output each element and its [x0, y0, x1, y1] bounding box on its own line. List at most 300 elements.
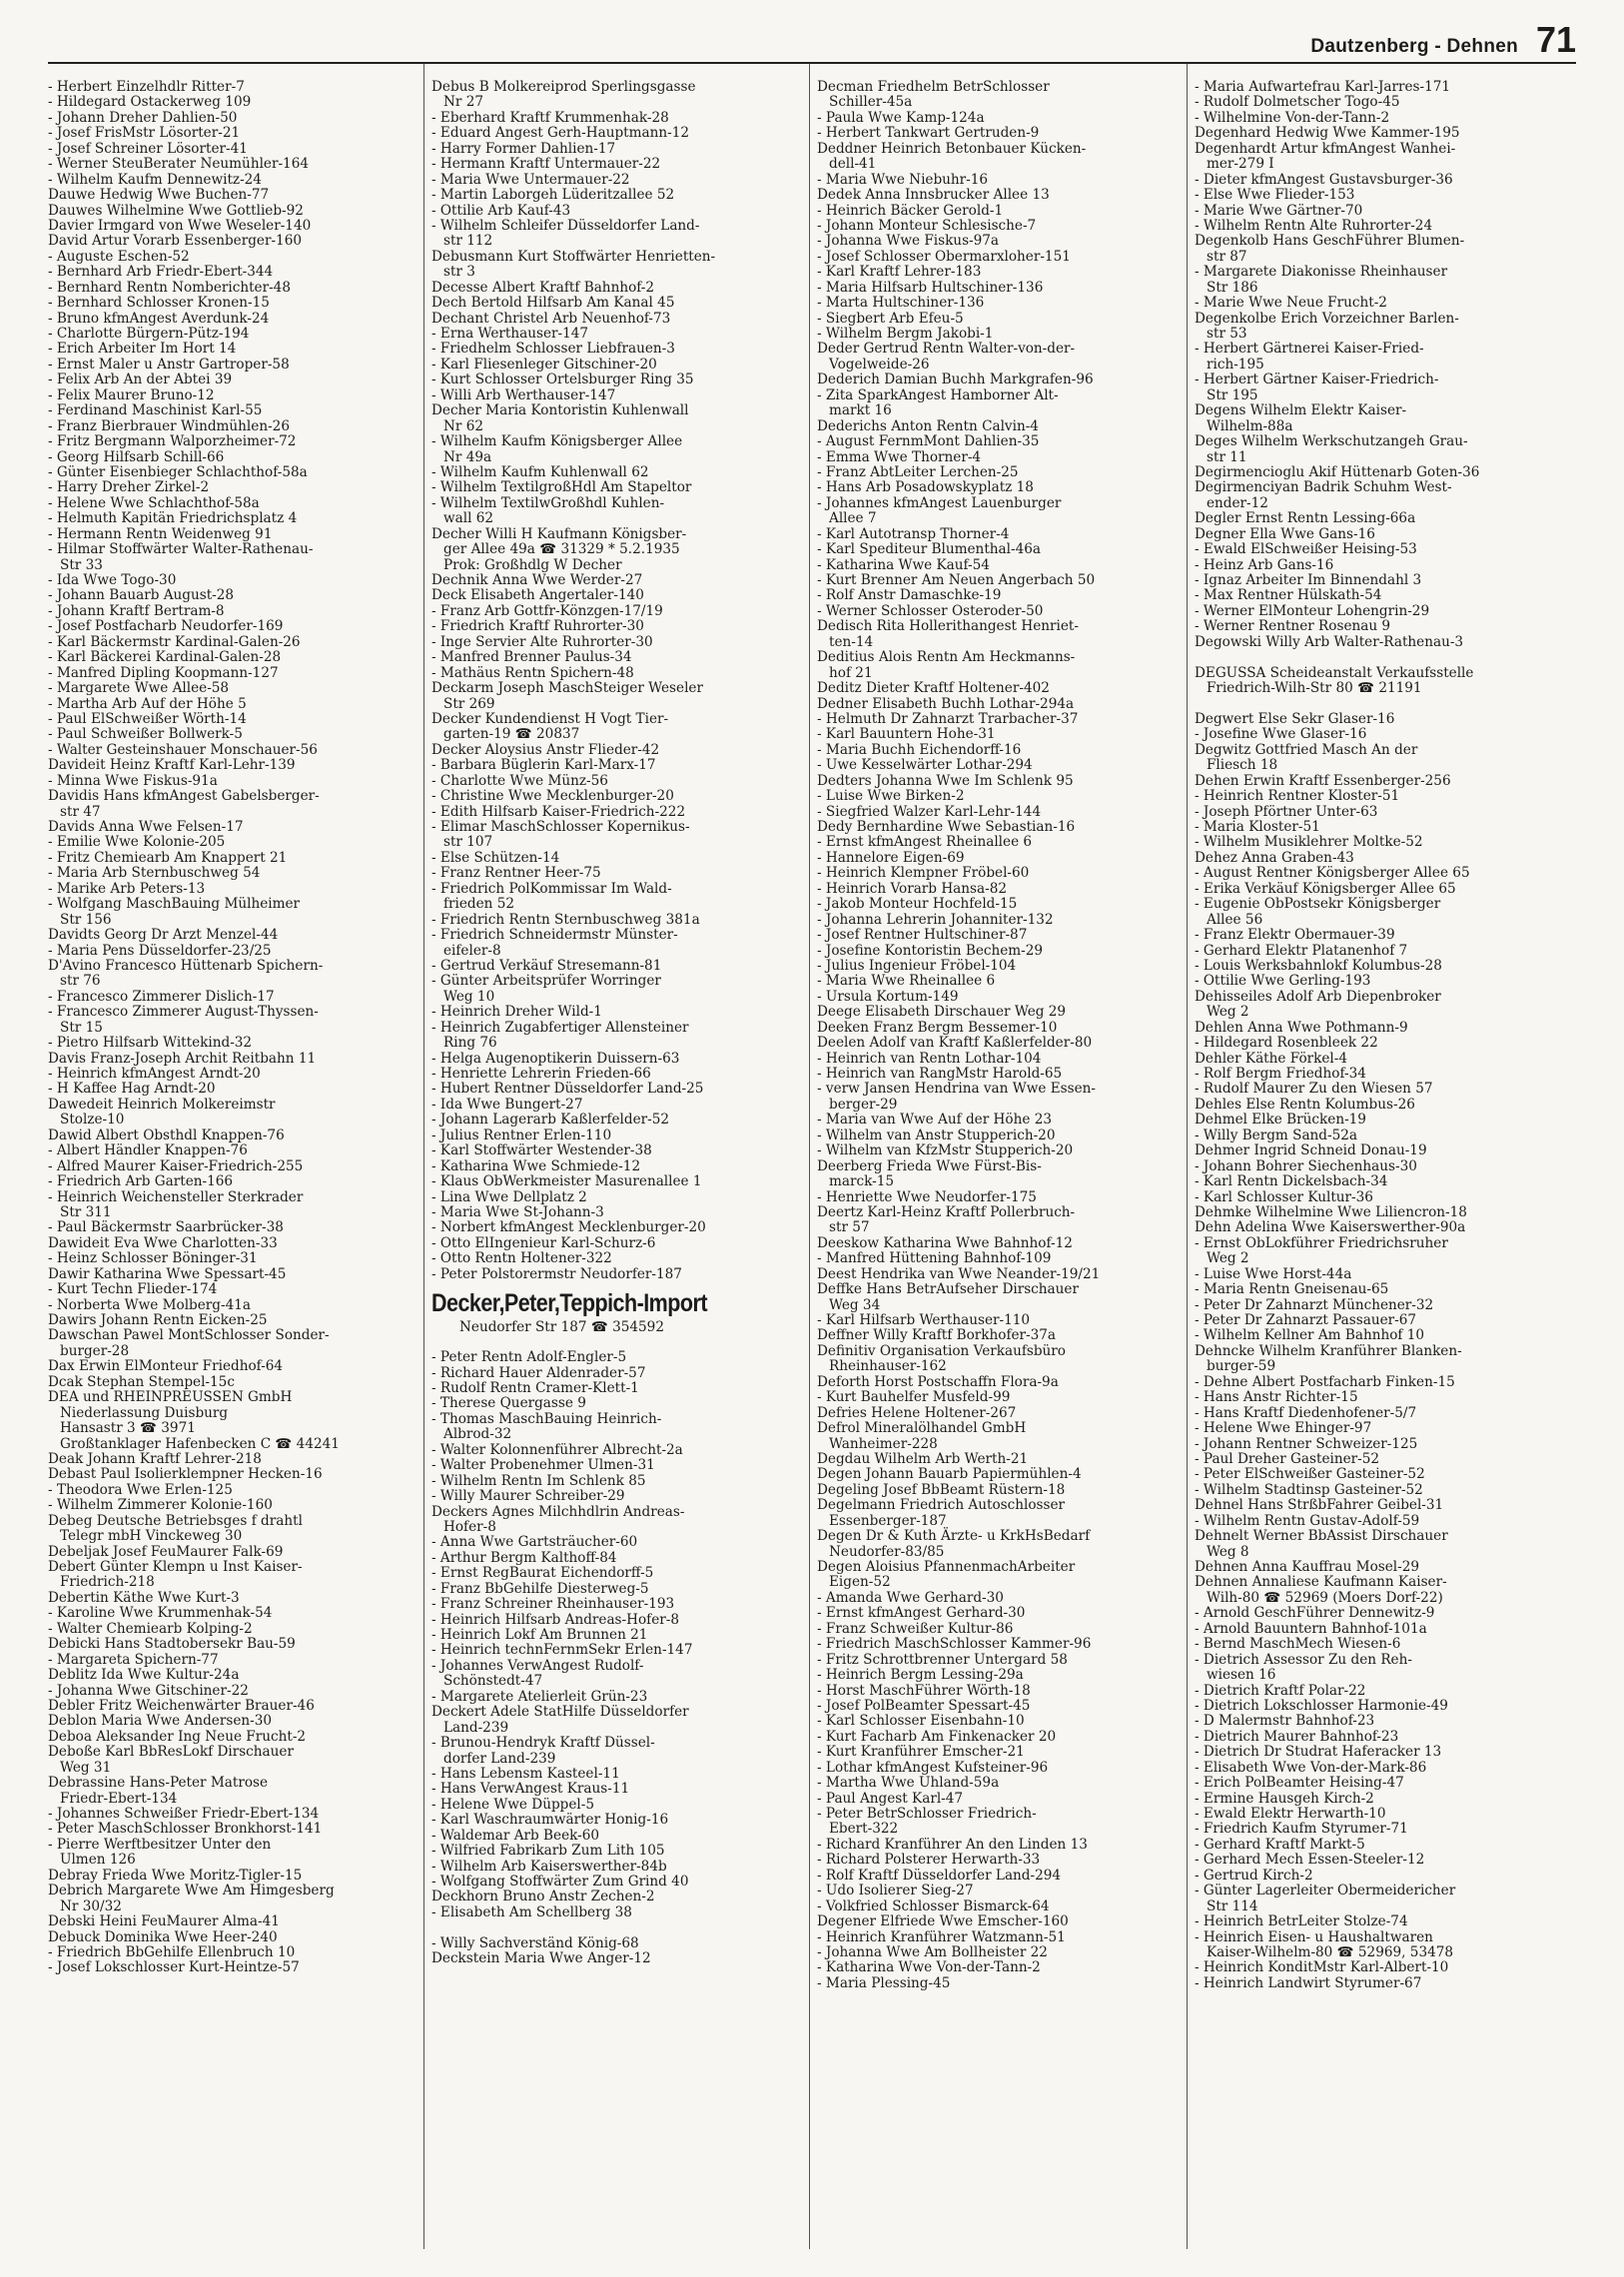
directory-entry: Dederich Damian Buchh Markgrafen-96	[817, 372, 1094, 388]
directory-entry: - Heinrich Landwirt Styrumer-67	[1195, 1974, 1422, 1991]
entry-continuation: garten-19 ☎ 20837	[443, 726, 580, 743]
directory-entry: - Rolf Bergm Friedhof-34	[1195, 1066, 1366, 1082]
directory-entry: - Siegbert Arb Efeu-5	[817, 310, 964, 327]
directory-entry: - Ernst ObLokführer Friedrichsruher	[1195, 1234, 1448, 1251]
directory-entry: - Pierre Werftbesitzer Unter den	[48, 1836, 272, 1853]
directory-entry: - H Kaffee Hag Arndt-20	[48, 1081, 216, 1098]
directory-entry: Degner Ella Wwe Gans-16	[1195, 525, 1375, 542]
directory-entry: Decher Willi H Kaufmann Königsber-	[431, 525, 687, 542]
directory-entry: Degenkolbe Erich Vorzeichner Barlen-	[1195, 310, 1459, 327]
directory-entry: - Karl Schlosser Eisenbahn-10	[817, 1713, 1025, 1730]
directory-entry: - Hermann Kraftf Untermauer-22	[431, 156, 661, 173]
directory-entry: Debert Günter Klempn u Inst Kaiser-	[48, 1559, 303, 1575]
directory-entry: - Else Wwe Flieder-153	[1195, 187, 1355, 204]
directory-entry: - Hans VerwAngest Kraus-11	[431, 1781, 630, 1798]
directory-entry: - Maria Hilfsarb Hultschiner-136	[817, 279, 1044, 296]
directory-entry: - Francesco Zimmerer Dislich-17	[48, 988, 275, 1005]
directory-entry: Dehler Käthe Förkel-4	[1195, 1050, 1347, 1067]
entry-continuation: Friedrich-Wilh-Str 80 ☎ 21191	[1207, 680, 1422, 697]
directory-entry: - Heinrich Lokf Am Brunnen 21	[431, 1627, 648, 1643]
directory-entry: - Friedrich MaschSchlosser Kammer-96	[817, 1636, 1092, 1653]
directory-entry: - Karl Bauuntern Hohe-31	[817, 726, 996, 743]
directory-entry: - Paul ElSchweißer Wörth-14	[48, 710, 247, 727]
directory-entry: Deffke Hans BetrAufseher Dirschauer	[817, 1281, 1079, 1298]
entry-continuation: berger-29	[829, 1096, 898, 1113]
directory-entry: - Ernst kfmAngest Rheinallee 6	[817, 834, 1033, 851]
directory-entry: - Anna Wwe Gartsträucher-60	[431, 1534, 638, 1551]
directory-entry: Defries Helene Holtener-267	[817, 1404, 1017, 1421]
directory-entry: - Paul Dreher Gasteiner-52	[1195, 1450, 1380, 1467]
entry-continuation: Essenberger-187	[829, 1512, 947, 1529]
directory-entry: Deges Wilhelm Werkschutzangeh Grau-	[1195, 433, 1468, 450]
directory-entry: - Maria Plessing-45	[817, 1974, 951, 1991]
directory-entry: - Franz Elektr Obermauer-39	[1195, 927, 1395, 944]
directory-entry: - Wilhelm van KfzMstr Stupperich-20	[817, 1142, 1074, 1159]
directory-column-3	[817, 80, 1189, 1991]
directory-entry: - Luise Wwe Birken-2	[817, 788, 965, 805]
directory-entry: - Manfred Dipling Koopmann-127	[48, 664, 279, 681]
directory-entry: - Peter MaschSchlosser Bronkhorst-141	[48, 1821, 323, 1838]
directory-entry: Degowski Willy Arb Walter-Rathenau-3	[1195, 633, 1464, 650]
directory-entry: - Horst MaschFührer Wörth-18	[817, 1682, 1031, 1699]
directory-entry: - Volkfried Schlosser Bismarck-64	[817, 1898, 1050, 1914]
directory-entry: - Wilhelm Stadtinsp Gasteiner-52	[1195, 1481, 1423, 1498]
directory-entry: - Francesco Zimmerer August-Thyssen-	[48, 1004, 319, 1021]
directory-entry: Deeskow Katharina Wwe Bahnhof-12	[817, 1234, 1073, 1251]
directory-entry: - Heinrich van RangMstr Harold-65	[817, 1066, 1063, 1082]
directory-entry: - Erich PolBeamter Heising-47	[1195, 1775, 1404, 1792]
entry-continuation: Niederlassung Duisburg	[60, 1404, 229, 1421]
page-number: 71	[1535, 19, 1576, 60]
directory-entry: - Katharina Wwe Kauf-54	[817, 556, 990, 573]
directory-entry: - Friedhelm Schlosser Liebfrauen-3	[431, 341, 675, 358]
directory-entry: Defrol Mineralölhandel GmbH	[817, 1420, 1027, 1437]
entry-continuation: ten-14	[829, 633, 874, 650]
directory-entry: - Minna Wwe Fiskus-91a	[48, 772, 218, 789]
directory-entry: - Otto ElIngenieur Karl-Schurz-6	[431, 1234, 656, 1251]
directory-entry: - Friedrich Kaufm Styrumer-71	[1195, 1821, 1408, 1838]
entry-continuation: Großtanklager Hafenbecken C ☎ 44241	[60, 1435, 340, 1452]
directory-entry: Dehn Adelina Wwe Kaiserswerther-90a	[1195, 1219, 1466, 1236]
directory-entry: - Paula Wwe Kamp-124a	[817, 109, 985, 126]
directory-entry: - Bernhard Arb Friedr-Ebert-344	[48, 264, 274, 281]
directory-entry: - Maria Aufwartefrau Karl-Jarres-171	[1195, 80, 1451, 95]
directory-entry: Deak Johann Kraftf Lehrer-218	[48, 1450, 262, 1467]
directory-entry: Dedters Johanna Wwe Im Schlenk 95	[817, 772, 1074, 789]
directory-entry: - Kurt Facharb Am Finkenacker 20	[817, 1728, 1057, 1745]
directory-entry: - Dietrich Dr Studrat Haferacker 13	[1195, 1744, 1442, 1761]
directory-entry: - Karl Hilfsarb Werthauser-110	[817, 1312, 1031, 1328]
directory-entry: - Ida Wwe Bungert-27	[431, 1096, 583, 1113]
directory-entry: Dehnel Hans StrßbFahrer Geibel-31	[1195, 1497, 1444, 1514]
directory-entry: - Karl Autotransp Thorner-4	[817, 525, 1010, 542]
directory-entry: - Therese Quergasse 9	[431, 1395, 586, 1412]
directory-entry: Dehez Anna Graben-43	[1195, 849, 1354, 866]
directory-entry: Debicki Hans Stadtobersekr Bau-59	[48, 1636, 296, 1653]
directory-entry: - Manfred Hüttening Bahnhof-109	[817, 1250, 1052, 1267]
directory-entry: Debrassine Hans-Peter Matrose	[48, 1775, 269, 1792]
entry-continuation: burger-59	[1207, 1358, 1276, 1375]
directory-entry: - Herbert Tankwart Gertruden-9	[817, 125, 1040, 142]
directory-entry: - Heinrich Weichensteller Sterkrader	[48, 1188, 304, 1205]
directory-entry: - Karoline Wwe Krummenhak-54	[48, 1605, 273, 1622]
directory-entry: Decman Friedhelm BetrSchlosser	[817, 80, 1050, 95]
directory-entry: - Willy Maurer Schreiber-29	[431, 1488, 625, 1505]
directory-entry: Dauwe Hedwig Wwe Buchen-77	[48, 187, 270, 204]
entry-continuation: Ring 76	[443, 1035, 497, 1052]
directory-entry: - Felix Arb An der Abtei 39	[48, 372, 233, 388]
directory-entry: - Fritz Schrottbrenner Untergard 58	[817, 1651, 1068, 1668]
directory-entry: - Charlotte Wwe Münz-56	[431, 772, 608, 789]
ad-title: Decker,Peter,Teppich-Import	[431, 1289, 708, 1318]
directory-entry: - Alfred Maurer Kaiser-Friedrich-255	[48, 1157, 304, 1174]
entry-continuation: Ebert-322	[829, 1821, 899, 1838]
directory-entry: - Mathäus Rentn Spichern-48	[431, 664, 634, 681]
directory-entry: - Marie Wwe Gärtner-70	[1195, 202, 1363, 219]
directory-entry: Dehlen Anna Wwe Pothmann-9	[1195, 1019, 1408, 1036]
entry-continuation: Str 33	[60, 556, 103, 573]
directory-entry: Deblon Maria Wwe Andersen-30	[48, 1713, 273, 1730]
directory-entry: - Willi Arb Werthauser-147	[431, 386, 616, 403]
directory-entry: - Maria Arb Sternbuschweg 54	[48, 865, 261, 882]
directory-entry: - Werner Schlosser Osteroder-50	[817, 602, 1044, 619]
directory-entry: - Felix Maurer Bruno-12	[48, 386, 215, 403]
directory-entry: - Friedrich BbGehilfe Ellenbruch 10	[48, 1943, 296, 1960]
entry-continuation: Hofer-8	[443, 1518, 496, 1535]
entry-continuation: Ulmen 126	[60, 1852, 136, 1869]
directory-entry: Degen Aloisius PfannenmachArbeiter	[817, 1559, 1076, 1575]
entry-continuation: str 11	[1207, 448, 1247, 465]
spacer	[431, 1920, 803, 1935]
entry-continuation: eifeler-8	[443, 942, 501, 959]
directory-entry: - Helmuth Dr Zahnarzt Trarbacher-37	[817, 710, 1079, 727]
directory-entry: - Wilhelm Kellner Am Bahnhof 10	[1195, 1327, 1425, 1344]
directory-entry: - Hans Anstr Richter-15	[1195, 1389, 1358, 1406]
directory-entry: - Richard Hauer Aldenrader-57	[431, 1364, 646, 1381]
directory-entry: - Josefine Kontoristin Bechem-29	[817, 942, 1044, 959]
entry-continuation: Allee 7	[829, 510, 877, 527]
directory-entry: - Karl Fliesenleger Gitschiner-20	[431, 356, 657, 373]
directory-entry: Decker Kundendienst H Vogt Tier-	[431, 710, 669, 727]
directory-entry: - Manfred Brenner Paulus-34	[431, 649, 632, 666]
directory-entry: - Friedrich Kraftf Ruhrorter-30	[431, 618, 644, 635]
directory-entry: - Wilhelm Kaufm Dennewitz-24	[48, 171, 262, 188]
directory-entry: - Kurt Bauhelfer Musfeld-99	[817, 1389, 1011, 1406]
directory-entry: Deforth Horst Postschaffn Flora-9a	[817, 1373, 1059, 1390]
directory-entry: - Ursula Kortum-149	[817, 988, 959, 1005]
header-rule	[48, 62, 1576, 64]
directory-entry: Deddner Heinrich Betonbauer Kücken-	[817, 140, 1087, 157]
directory-entry: Debrich Margarete Wwe Am Himgesberg	[48, 1883, 335, 1899]
directory-entry: - Hildegard Rosenbleek 22	[1195, 1035, 1378, 1052]
directory-entry: - Peter Dr Zahnarzt Passauer-67	[1195, 1312, 1417, 1328]
entry-continuation: Weg 2	[1207, 1004, 1249, 1021]
directory-entry: - Klaus ObWerkmeister Masurenallee 1	[431, 1173, 702, 1190]
directory-entry: - Margarete Diakonisse Rheinhauser	[1195, 264, 1448, 281]
directory-entry: - Herbert Gärtnerei Kaiser-Fried-	[1195, 341, 1424, 358]
directory-entry: - Karl Bäckerei Kardinal-Galen-28	[48, 649, 282, 666]
directory-entry: - Wilhelm Kaufm Königsberger Allee	[431, 433, 683, 450]
directory-entry: Degener Elfriede Wwe Emscher-160	[817, 1913, 1069, 1930]
directory-entry: Deckers Agnes Milchhdlrin Andreas-	[431, 1503, 685, 1520]
directory-entry: - Heinrich Bergm Lessing-29a	[817, 1667, 1024, 1684]
directory-entry: - Dieter kfmAngest Gustavsburger-36	[1195, 171, 1453, 188]
directory-entry: - Friedrich Schneidermstr Münster-	[431, 927, 678, 944]
directory-entry: - Lina Wwe Dellplatz 2	[431, 1188, 587, 1205]
directory-entry: - Friedrich PolKommissar Im Wald-	[431, 880, 672, 897]
directory-entry: - Herbert Gärtner Kaiser-Friedrich-	[1195, 372, 1439, 388]
entry-continuation: str 3	[443, 264, 475, 281]
directory-entry: - Dietrich Maurer Bahnhof-23	[1195, 1728, 1399, 1745]
directory-entry: - Wilhelm Rentn Im Schlenk 85	[431, 1472, 646, 1489]
directory-entry: - Max Rentner Hülskath-54	[1195, 587, 1382, 604]
directory-entry: - Arnold GeschFührer Dennewitz-9	[1195, 1605, 1435, 1622]
directory-entry: - Ida Wwe Togo-30	[48, 572, 177, 588]
directory-entry: - Brunou-Hendryk Kraftf Düssel-	[431, 1735, 655, 1752]
directory-entry: Dehnen Annaliese Kaufmann Kaiser-	[1195, 1574, 1447, 1591]
directory-entry: - Heinrich Bäcker Gerold-1	[817, 202, 1004, 219]
directory-entry: - Elimar MaschSchlosser Kopernikus-	[431, 819, 690, 835]
directory-entry: - Johann Bauarb August-28	[48, 587, 235, 604]
directory-entry: - Johanna Wwe Fiskus-97a	[817, 233, 1000, 250]
directory-entry: - Johann Dreher Dahlien-50	[48, 109, 238, 126]
directory-entry: - Karl Schlosser Kultur-36	[1195, 1188, 1373, 1205]
directory-entry: - Wilhelm Zimmerer Kolonie-160	[48, 1497, 273, 1514]
directory-entry: - Barbara Büglerin Karl-Marx-17	[431, 757, 656, 774]
directory-entry: - Martha Wwe Uhland-59a	[817, 1775, 1000, 1792]
entry-continuation: Str 15	[60, 1019, 103, 1036]
directory-entry: - Kurt Brenner Am Neuen Angerbach 50	[817, 572, 1096, 588]
directory-entry: - Elisabeth Wwe Von-der-Mark-86	[1195, 1759, 1427, 1776]
directory-entry: - Erna Werthauser-147	[431, 326, 589, 342]
directory-entry: Dehisseiles Adolf Arb Diepenbroker	[1195, 988, 1441, 1005]
directory-entry: - Siegfried Walzer Karl-Lehr-144	[817, 803, 1042, 820]
directory-entry: - Wilhelm Schleifer Düsseldorfer Land-	[431, 217, 700, 234]
directory-entry: - Auguste Eschen-52	[48, 248, 190, 265]
directory-entry: Dawid Albert Obsthdl Knappen-76	[48, 1127, 285, 1143]
directory-entry: - Peter Polstorermstr Neudorfer-187	[431, 1265, 682, 1282]
directory-entry: Dehen Erwin Kraftf Essenberger-256	[1195, 772, 1451, 789]
directory-entry: - Johanna Wwe Am Bollheister 22	[817, 1943, 1048, 1960]
directory-entry: Deckstein Maria Wwe Anger-12	[431, 1950, 651, 1967]
directory-entry: - Karl Waschraumwärter Honig-16	[431, 1812, 669, 1829]
directory-entry: - Hilmar Stoffwärter Walter-Rathenau-	[48, 541, 314, 558]
directory-entry: Davids Anna Wwe Felsen-17	[48, 819, 244, 835]
directory-entry: - Josef PolBeamter Spessart-45	[817, 1697, 1031, 1714]
directory-entry: - Werner Rentner Rosenau 9	[1195, 618, 1391, 635]
directory-entry: - Ottilie Arb Kauf-43	[431, 202, 571, 219]
directory-entry: - Wilhelm Arb Kaiserswerther-84b	[431, 1858, 667, 1875]
directory-entry: - Pietro Hilfsarb Wittekind-32	[48, 1035, 253, 1052]
directory-entry: - Maria Wwe Untermauer-22	[431, 171, 630, 188]
directory-entry: Degenkolb Hans GeschFührer Blumen-	[1195, 233, 1465, 250]
directory-entry: Dawedeit Heinrich Molkereimstr	[48, 1096, 276, 1113]
column-divider	[809, 64, 810, 2249]
directory-entry: Davier Irmgard von Wwe Weseler-140	[48, 217, 312, 234]
directory-entry: - Ernst kfmAngest Gerhard-30	[817, 1605, 1026, 1622]
directory-entry: - Ernst Maler u Anstr Gartroper-58	[48, 356, 290, 373]
directory-entry: - Josef Schlosser Obermarxloher-151	[817, 248, 1071, 265]
directory-entry: - Wilhelm TextilwGroßhdl Kuhlen-	[431, 494, 665, 511]
directory-entry: - Ernst RegBaurat Eichendorff-5	[431, 1565, 654, 1582]
directory-entry: - Peter Dr Zahnarzt Münchener-32	[1195, 1296, 1434, 1313]
directory-entry: - Hans Lebensm Kasteel-11	[431, 1765, 620, 1782]
ad-address: Neudorfer Str 187 ☎ 354592	[459, 1319, 664, 1336]
directory-entry: - Katharina Wwe Schmiede-12	[431, 1157, 641, 1174]
directory-entry: - Jakob Monteur Hochfeld-15	[817, 896, 1018, 913]
directory-entry: Dax Erwin ElMonteur Friedhof-64	[48, 1358, 284, 1375]
directory-column-1	[48, 80, 419, 1976]
directory-entry: - Wolfgang Stoffwärter Zum Grind 40	[431, 1874, 689, 1890]
directory-entry: - Helene Wwe Ehinger-97	[1195, 1420, 1372, 1437]
directory-entry: - Heinrich Dreher Wild-1	[431, 1004, 602, 1021]
directory-entry: - Erika Verkäuf Königsberger Allee 65	[1195, 880, 1456, 897]
directory-entry: Degen Johann Bauarb Papiermühlen-4	[817, 1466, 1082, 1483]
entry-continuation: wall 62	[443, 510, 494, 527]
directory-entry: Decesse Albert Kraftf Bahnhof-2	[431, 279, 655, 296]
directory-entry: - Willy Sachverständ König-68	[431, 1934, 639, 1951]
directory-entry: - Walter Probenehmer Ulmen-31	[431, 1457, 655, 1474]
directory-entry: Degirmenciyan Badrik Schuhm West-	[1195, 479, 1452, 496]
entry-continuation: Weg 31	[60, 1759, 112, 1776]
entry-continuation: ender-12	[1207, 494, 1268, 511]
directory-entry: Dechnik Anna Wwe Werder-27	[431, 572, 643, 588]
directory-entry: - Heinrich BetrLeiter Stolze-74	[1195, 1913, 1408, 1930]
entry-continuation: frieden 52	[443, 896, 515, 913]
directory-entry: - Charlotte Bürgern-Pütz-194	[48, 326, 250, 342]
directory-entry: - Maria Wwe Niebuhr-16	[817, 171, 989, 188]
directory-entry: Degenhardt Artur kfmAngest Wanhei-	[1195, 140, 1456, 157]
directory-entry: - Franz BbGehilfe Diesterweg-5	[431, 1580, 649, 1597]
directory-entry: Degirmencioglu Akif Hüttenarb Goten-36	[1195, 463, 1480, 480]
directory-entry: Dawir Katharina Wwe Spessart-45	[48, 1265, 287, 1282]
directory-entry: Deckarm Joseph MaschSteiger Weseler	[431, 680, 703, 697]
directory-entry: - Emma Wwe Thorner-4	[817, 448, 982, 465]
directory-entry: - Wilhelm Rentn Gustav-Adolf-59	[1195, 1512, 1420, 1529]
directory-entry: - Paul Schweißer Bollwerk-5	[48, 726, 243, 743]
entry-continuation: Wilh-80 ☎ 52969 (Moers Dorf-22)	[1207, 1589, 1443, 1606]
entry-continuation: str 47	[60, 803, 101, 820]
directory-entry: - Johann Rentner Schweizer-125	[1195, 1435, 1418, 1452]
directory-entry: - Julius Ingenieur Fröbel-104	[817, 957, 1017, 974]
directory-entry: - Dietrich Kraftf Polar-22	[1195, 1682, 1366, 1699]
directory-entry: - Waldemar Arb Beek-60	[431, 1827, 600, 1844]
directory-entry: Degen Dr & Kuth Ärzte- u KrkHsBedarf	[817, 1528, 1091, 1545]
entry-continuation: Telegr mbH Vinckeweg 30	[60, 1528, 243, 1545]
directory-entry: - Maria van Wwe Auf der Höhe 23	[817, 1112, 1052, 1129]
directory-entry: - Kurt Kranführer Emscher-21	[817, 1744, 1025, 1761]
directory-entry: Deertz Karl-Heinz Kraftf Pollerbruch-	[817, 1203, 1076, 1220]
directory-entry: - Else Schützen-14	[431, 849, 560, 866]
directory-entry: - Bruno kfmAngest Averdunk-24	[48, 310, 270, 327]
directory-entry: - Walter Chemiearb Kolping-2	[48, 1620, 253, 1637]
entry-continuation: dell-41	[829, 156, 877, 173]
directory-entry: - Wilhelm van Anstr Stupperich-20	[817, 1127, 1056, 1143]
entry-continuation: hof 21	[829, 664, 873, 681]
directory-entry: - Helmuth Kapitän Friedrichsplatz 4	[48, 510, 298, 527]
directory-entry: - Gertrud Kirch-2	[1195, 1867, 1313, 1884]
directory-entry: - Georg Hilfsarb Schill-66	[48, 448, 225, 465]
entry-continuation: Rheinhauser-162	[829, 1358, 947, 1375]
entry-continuation: Str 156	[60, 911, 112, 928]
spacer	[1195, 697, 1566, 712]
directory-entry: Degeling Josef BbBeamt Rüstern-18	[817, 1481, 1066, 1498]
directory-entry: Deerberg Frieda Wwe Fürst-Bis-	[817, 1157, 1042, 1174]
entry-continuation: wiesen 16	[1207, 1667, 1276, 1684]
directory-entry: - Hannelore Eigen-69	[817, 849, 965, 866]
entry-continuation: str 112	[443, 233, 493, 250]
directory-entry: - Bernhard Schlosser Kronen-15	[48, 295, 270, 312]
directory-entry: - Günter Arbeitsprüfer Worringer	[431, 973, 661, 990]
entry-continuation: Str 311	[60, 1203, 112, 1220]
entry-continuation: Vogelweide-26	[829, 356, 930, 373]
directory-entry: - Josef Rentner Hultschiner-87	[817, 927, 1028, 944]
entry-continuation: Albrod-32	[443, 1426, 512, 1443]
directory-entry: - Udo Isolierer Sieg-27	[817, 1883, 974, 1899]
directory-entry: Debuck Dominika Wwe Heer-240	[48, 1928, 278, 1945]
entry-continuation: Prok: Großhdlg W Decher	[443, 556, 622, 573]
directory-entry: - Bernhard Rentn Nomberichter-48	[48, 279, 291, 296]
directory-entry: - Günter Lagerleiter Obermeidericher	[1195, 1883, 1456, 1899]
directory-entry: - Gerhard Kraftf Markt-5	[1195, 1836, 1365, 1853]
directory-entry: - Uwe Kesselwärter Lothar-294	[817, 757, 1033, 774]
page-header	[48, 18, 1576, 62]
directory-entry: - Ignaz Arbeiter Im Binnendahl 3	[1195, 572, 1422, 588]
directory-entry: Dedy Bernhardine Wwe Sebastian-16	[817, 819, 1076, 835]
directory-entry: Deckert Adele StatHilfe Düsseldorfer	[431, 1704, 689, 1721]
directory-entry: - Martin Laborgeh Lüderitzallee 52	[431, 187, 675, 204]
directory-entry: - Margareta Spichern-77	[48, 1651, 219, 1668]
directory-entry: - Heinrich kfmAngest Arndt-20	[48, 1066, 261, 1082]
directory-entry: - Norberta Wwe Molberg-41a	[48, 1296, 251, 1313]
directory-entry: Dehnelt Werner BbAssist Dirschauer	[1195, 1528, 1448, 1545]
directory-entry: Degler Ernst Rentn Lessing-66a	[1195, 510, 1416, 527]
entry-continuation: str 53	[1207, 326, 1247, 342]
directory-entry: Davideit Heinz Kraftf Karl-Lehr-139	[48, 757, 296, 774]
directory-entry: - Marike Arb Peters-13	[48, 880, 206, 897]
directory-entry: Dehnen Anna Kauffrau Mosel-29	[1195, 1559, 1420, 1575]
directory-entry: Dehncke Wilhelm Kranführer Blanken-	[1195, 1342, 1462, 1359]
entry-continuation: str 87	[1207, 248, 1247, 265]
directory-entry: Degelmann Friedrich Autoschlosser	[817, 1497, 1066, 1514]
entry-continuation: str 57	[829, 1219, 870, 1236]
directory-entry: Debeg Deutsche Betriebsges f drahtl	[48, 1512, 303, 1529]
directory-entry: Deest Hendrika van Wwe Neander-19/21	[817, 1265, 1101, 1282]
directory-entry: - Heinrich Klempner Fröbel-60	[817, 865, 1030, 882]
entry-continuation: Fliesch 18	[1207, 757, 1278, 774]
directory-entry: - Henriette Lehrerin Frieden-66	[431, 1066, 651, 1082]
directory-entry: Dederichs Anton Rentn Calvin-4	[817, 417, 1039, 434]
directory-entry: - Wilhelm Musiklehrer Moltke-52	[1195, 834, 1423, 851]
directory-entry: - Johann Lagerarb Kaßlerfelder-52	[431, 1112, 670, 1129]
directory-entry: Dehmel Elke Brücken-19	[1195, 1112, 1366, 1129]
directory-entry: - Günter Eisenbieger Schlachthof-58a	[48, 463, 308, 480]
directory-entry: Degwert Else Sekr Glaser-16	[1195, 710, 1395, 727]
directory-entry: Deditius Alois Rentn Am Heckmanns-	[817, 649, 1076, 666]
directory-entry: - Inge Servier Alte Ruhrorter-30	[431, 633, 653, 650]
directory-entry: - Erich Arbeiter Im Hort 14	[48, 341, 237, 358]
directory-entry: - Wilfried Fabrikarb Zum Lith 105	[431, 1843, 665, 1860]
directory-entry: - Josef Lokschlosser Kurt-Heintze-57	[48, 1959, 300, 1976]
directory-entry: - Amanda Wwe Gerhard-30	[817, 1589, 1004, 1606]
directory-entry: - Herbert Einzelhdlr Ritter-7	[48, 80, 245, 95]
directory-entry: - Johannes Schweißer Friedr-Ebert-134	[48, 1806, 320, 1822]
directory-entry: - Karl Spediteur Blumenthal-46a	[817, 541, 1041, 558]
directory-entry: - Fritz Bergmann Walporzheimer-72	[48, 433, 297, 450]
directory-entry: Dcak Stephan Stempel-15c	[48, 1373, 235, 1390]
directory-entry: Debray Frieda Wwe Moritz-Tigler-15	[48, 1867, 303, 1884]
directory-entry: - Theodora Wwe Erlen-125	[48, 1481, 233, 1498]
